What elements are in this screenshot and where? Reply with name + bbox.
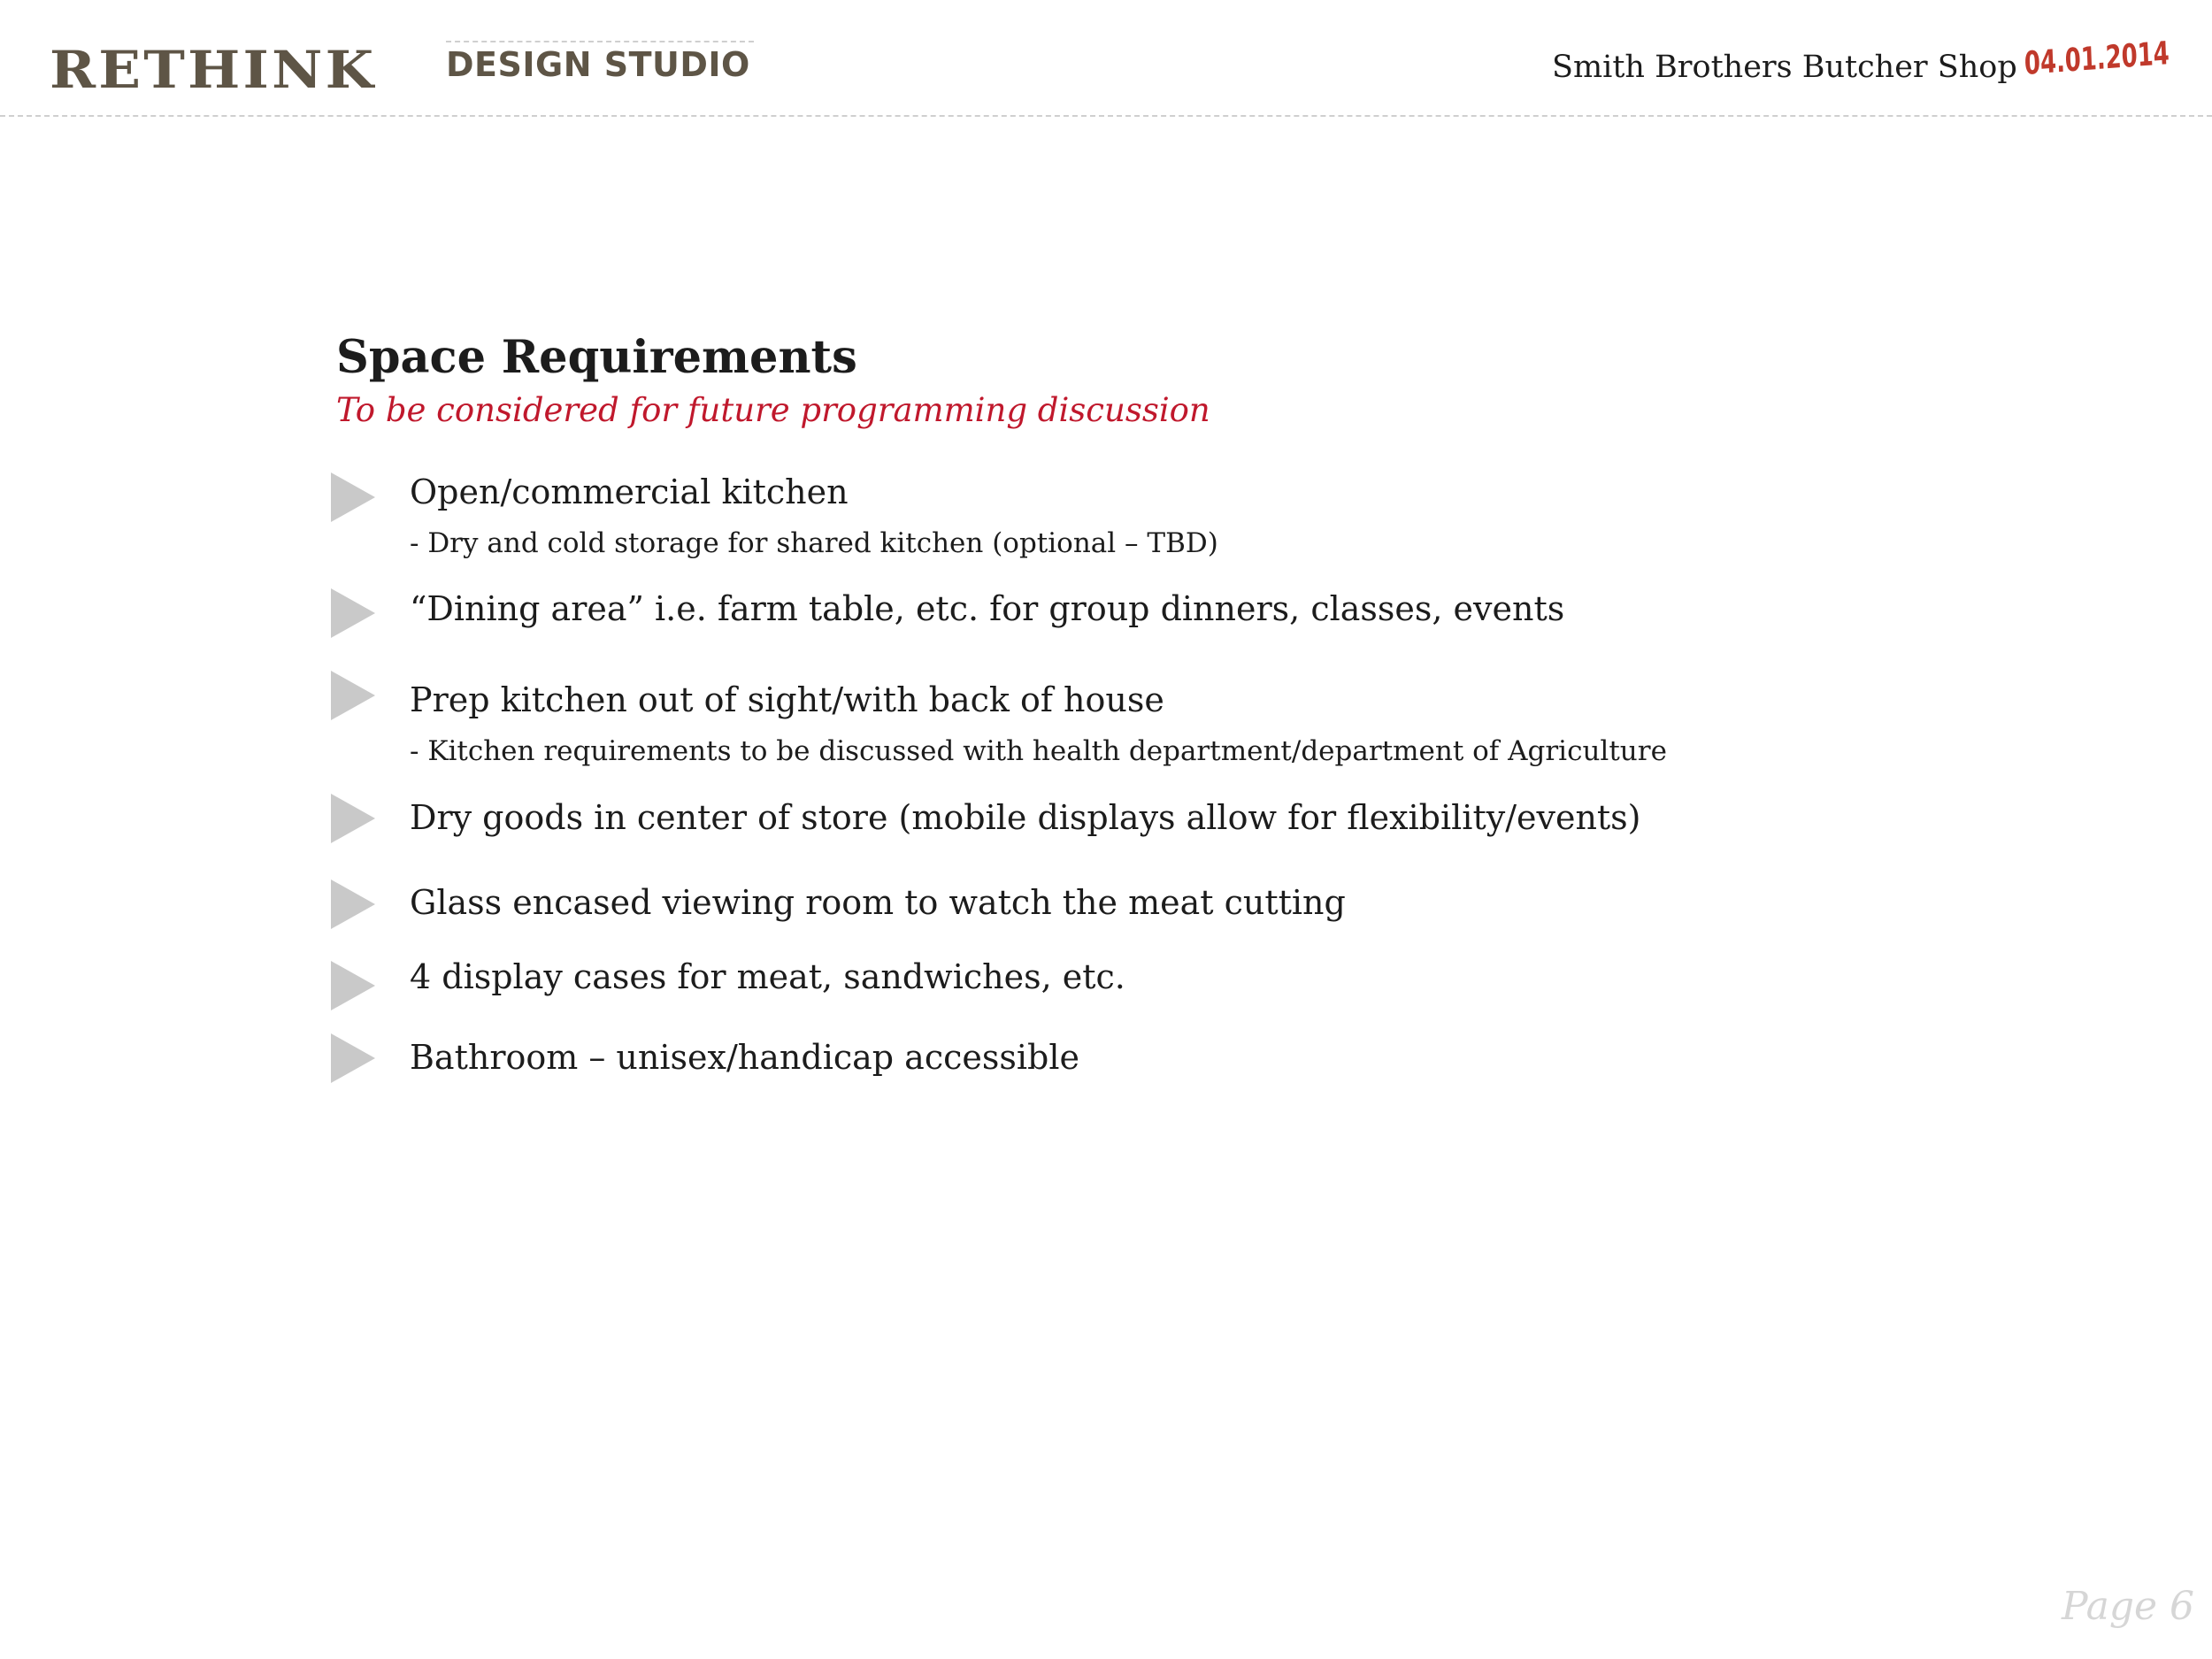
list-item-text: Glass encased viewing room to watch the meat cutting — [410, 883, 1346, 922]
logo-wordmark: RETHINK — [50, 40, 377, 100]
list-item-text: Dry goods in center of store (mobile displays allow for flexibility/events) — [410, 798, 1641, 837]
list-item-text: Open/commercial kitchen — [410, 472, 849, 511]
header-date: 04.01.2014 — [2024, 35, 2170, 82]
page-subtitle: To be considered for future programming discussion — [336, 391, 1210, 429]
list-item-text: Bathroom – unisex/handicap accessible — [410, 1038, 1080, 1077]
project-title: Smith Brothers Butcher Shop — [1552, 50, 2017, 85]
logo-subtitle: DESIGN STUDIO — [446, 45, 750, 84]
page-title: Space Requirements — [336, 331, 857, 384]
triangle-right-icon — [331, 671, 375, 720]
list-item-note: - Kitchen requirements to be discussed with health department/department of Agriculture — [410, 735, 1667, 767]
list-item-note: - Dry and cold storage for shared kitchen (optional – TBD) — [410, 527, 1218, 559]
list-item-text: Prep kitchen out of sight/with back of house — [410, 680, 1164, 719]
triangle-right-icon — [331, 588, 375, 638]
triangle-right-icon — [331, 879, 375, 929]
triangle-right-icon — [331, 1033, 375, 1083]
page-number: Page 6 — [2062, 1584, 2195, 1629]
triangle-right-icon — [331, 472, 375, 522]
list-item-text: “Dining area” i.e. farm table, etc. for group dinners, classes, events — [410, 589, 1565, 628]
triangle-right-icon — [331, 794, 375, 843]
triangle-right-icon — [331, 961, 375, 1010]
list-item-text: 4 display cases for meat, sandwiches, etc. — [410, 957, 1125, 996]
